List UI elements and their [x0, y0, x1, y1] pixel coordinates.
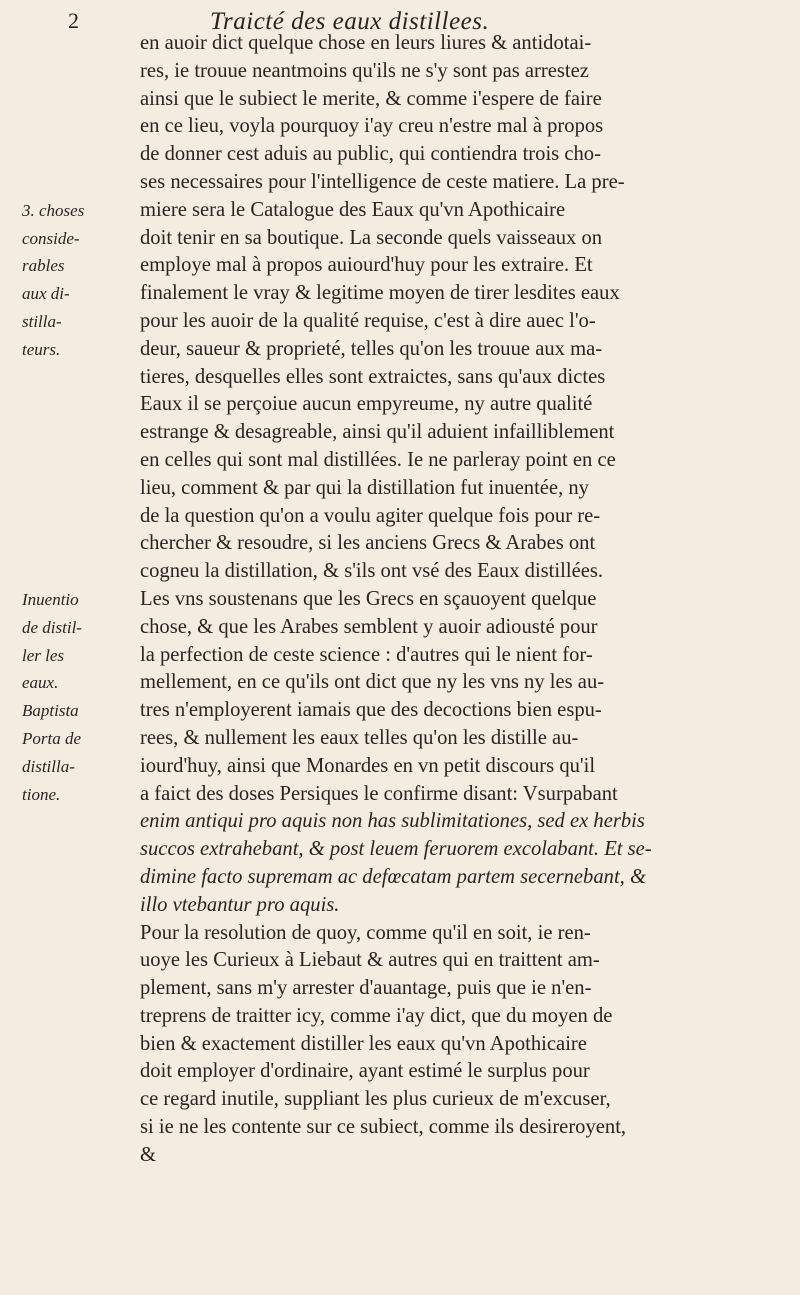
- text-line: iourd'huy, ainsi que Monardes en vn petit discours qu'il: [140, 754, 596, 777]
- text-line: doit employer d'ordinaire, ayant estimé le surplus pour: [140, 1060, 590, 1083]
- text-line: succos extrahebant, & post leuem feruorem excolabant. Et se-: [140, 838, 652, 861]
- margin-note-line: distilla-: [22, 756, 75, 776]
- text-line: ainsi que le subiect le merite, & comme i'espere de faire: [140, 87, 602, 110]
- text-line: enim antiqui pro aquis non has sublimitationes, sed ex herbis: [140, 810, 645, 833]
- running-title: Traicté des eaux distillees.: [210, 8, 490, 35]
- margin-note-line: ler les: [22, 645, 65, 665]
- text-line: tieres, desquelles elles sont extraictes, sans qu'aux dictes: [140, 365, 606, 388]
- text-line: res, ie trouue neantmoins qu'ils ne s'y sont pas arrestez: [140, 59, 589, 82]
- margin-note: [22, 197, 140, 364]
- margin-note-line: Baptista: [22, 701, 79, 721]
- margin-note-line: aux di-: [22, 284, 70, 304]
- text-line: mellement, en ce qu'ils ont dict que ny les vns ny les au-: [140, 671, 605, 694]
- text-line: cogneu la distillation, & s'ils ont vsé des Eaux distillées.: [140, 560, 604, 583]
- text-line: doit tenir en sa boutique. La seconde quels vaisseaux on: [140, 226, 603, 249]
- margin-note: [22, 586, 140, 808]
- text-line: tres n'employerent iamais que des decoctions bien espu-: [140, 699, 602, 722]
- text-line: chercher & resoudre, si les anciens Grecs & Arabes ont: [140, 532, 596, 555]
- text-line: chose, & que les Arabes semblent y auoir adiousté pour: [140, 615, 598, 638]
- text-line: finalement le vray & legitime moyen de tirer lesdites eaux: [140, 282, 620, 305]
- text-line: ce regard inutile, suppliant les plus curieux de m'excuser,: [140, 1088, 611, 1111]
- text-line: plement, sans m'y arrester d'auantage, puis que ie n'en-: [140, 977, 592, 1000]
- margin-note-line: tione.: [22, 784, 61, 804]
- margin-note-line: Porta de: [22, 728, 82, 748]
- text-line: en auoir dict quelque chose en leurs liures & antidotai-: [140, 32, 592, 54]
- text-line: pour les auoir de la qualité requise, c'est à dire auec l'o-: [140, 309, 596, 332]
- text-line: lieu, comment & par qui la distillation fut inuentée, ny: [140, 476, 589, 499]
- text-line: rees, & nullement les eaux telles qu'on les distille au-: [140, 726, 579, 749]
- text-line: en ce lieu, voyla pourquoy i'ay creu n'estre mal à propos: [140, 115, 604, 138]
- text-line: ses necessaires pour l'intelligence de ceste matiere. La pre-: [140, 170, 625, 193]
- margin-note-line: eaux.: [22, 673, 59, 693]
- text-line: illo vtebantur pro aquis.: [140, 893, 340, 916]
- text-line: Les vns soustenans que les Grecs en sçauoyent quelque: [140, 587, 597, 610]
- body-text: [140, 30, 800, 1170]
- text-line: Pour la resolution de quoy, comme qu'il en soit, ie ren-: [140, 921, 591, 944]
- text-line: Eaux il se perçoiue aucun empyreume, ny autre qualité: [140, 393, 593, 416]
- text-line: a faict des doses Persiques le confirme disant: Vsurpabant: [140, 782, 618, 805]
- text-line: miere sera le Catalogue des Eaux qu'vn Apothicaire: [140, 198, 566, 221]
- text-line: de donner cest aduis au public, qui contiendra trois cho-: [140, 143, 601, 166]
- text-line: bien & exactement distiller les eaux qu'vn Apothicaire: [140, 1032, 587, 1055]
- margin-note-line: 3. choses: [22, 200, 85, 220]
- text-line: la perfection de ceste science : d'autres qui le nient for-: [140, 643, 593, 666]
- text-line: dimine facto supremam ac defœcatam partem secernebant, &: [140, 865, 646, 888]
- margin-note-line: stilla-: [22, 311, 62, 331]
- text-line: de la question qu'on a voulu agiter quelque fois pour re-: [140, 504, 601, 527]
- margin-note-line: conside-: [22, 228, 80, 248]
- text-line: en celles qui sont mal distillées. Ie ne parleray point en ce: [140, 448, 616, 471]
- text-line: deur, saueur & proprieté, telles qu'on les trouue aux ma-: [140, 337, 603, 360]
- text-line: treprens de traitter icy, comme i'ay dict, que du moyen de: [140, 1004, 613, 1027]
- margin-note-line: Inuentio: [22, 590, 79, 609]
- text-line: si ie ne les contente sur ce subiect, comme ils desireroyent,: [140, 1116, 627, 1139]
- margin-note-line: rables: [22, 256, 65, 276]
- text-line: uoye les Curieux à Liebaut & autres qui en traittent am-: [140, 949, 600, 972]
- text-line: &: [140, 1143, 157, 1166]
- page-number: 2: [68, 8, 79, 33]
- text-line: estrange & desagreable, ainsi qu'il aduient infailliblement: [140, 421, 615, 444]
- margin-note-line: teurs.: [22, 339, 61, 359]
- text-line: employe mal à propos auiourd'huy pour les extraire. Et: [140, 254, 593, 277]
- margin-note-line: de distil-: [22, 617, 82, 637]
